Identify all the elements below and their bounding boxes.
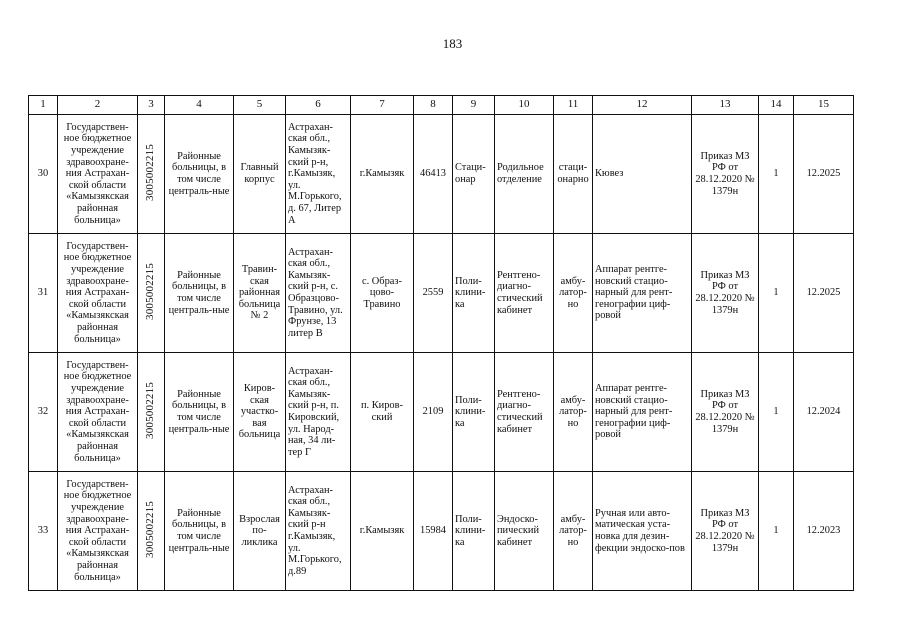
- unit-cell: Травин-ская районная больница № 2: [234, 234, 286, 353]
- code-cell: [138, 234, 165, 353]
- header-cell: 2: [58, 96, 138, 115]
- header-cell: 7: [351, 96, 414, 115]
- organization-cell: Государствен-ное бюджетное учреждение здравоохране-ния Астрахан-ской области «Камызякская районная больница»: [58, 472, 138, 591]
- department-cell: Эндоско-пический кабинет: [495, 472, 554, 591]
- equipment-table: [28, 95, 854, 591]
- care-type-cell: Поли-клини-ка: [453, 234, 495, 353]
- row-number: 31: [29, 234, 58, 353]
- care-type-cell: Стаци-онар: [453, 115, 495, 234]
- header-cell: 10: [495, 96, 554, 115]
- code-cell: [138, 353, 165, 472]
- organization-cell: Государствен-ное бюджетное учреждение здравоохране-ния Астрахан-ской области «Камызякская районная больница»: [58, 353, 138, 472]
- code-text: 3005002215: [144, 381, 157, 439]
- code-text: 3005002215: [144, 143, 157, 201]
- header-cell: 6: [286, 96, 351, 115]
- header-cell: 13: [692, 96, 759, 115]
- population-cell: 2109: [414, 353, 453, 472]
- page-number: 183: [442, 36, 463, 51]
- address-cell: Астрахан-ская обл., Камызяк-ский р-н, п. Кировский, ул. Народ-ная, 34 ли-тер Г: [286, 353, 351, 472]
- table-row: [29, 472, 854, 591]
- department-cell: Рентгено-диагно-стический кабинет: [495, 234, 554, 353]
- date-cell: 12.2024: [794, 353, 854, 472]
- unit-cell: Взрослая по-ликлика: [234, 472, 286, 591]
- order-cell: Приказ МЗ РФ от 28.12.2020 № 1379н: [692, 353, 759, 472]
- code-text: 3005002215: [144, 262, 157, 320]
- care-form-cell: стаци-онарно: [554, 115, 593, 234]
- address-cell: Астрахан-ская обл., Камызяк-ский р-н, с. Образцово-Травино, ул. Фрунзе, 13 литер В: [286, 234, 351, 353]
- date-cell: 12.2025: [794, 115, 854, 234]
- order-cell: Приказ МЗ РФ от 28.12.2020 № 1379н: [692, 472, 759, 591]
- department-cell: Родильное отделение: [495, 115, 554, 234]
- row-number: 30: [29, 115, 58, 234]
- table-row: [29, 353, 854, 472]
- code-text: 3005002215: [144, 500, 157, 558]
- locality-cell: с. Образ-цово-Травино: [351, 234, 414, 353]
- care-form-cell: амбу-латор-но: [554, 472, 593, 591]
- unit-cell: Главный корпус: [234, 115, 286, 234]
- unit-cell: Киров-ская участко-вая больница: [234, 353, 286, 472]
- care-type-cell: Поли-клини-ка: [453, 353, 495, 472]
- code-cell: [138, 472, 165, 591]
- address-cell: Астрахан-ская обл., Камызяк-ский р-н, г.Камызяк, ул. М.Горького, д. 67, Литер А: [286, 115, 351, 234]
- header-cell: 12: [593, 96, 692, 115]
- header-cell: 9: [453, 96, 495, 115]
- order-cell: Приказ МЗ РФ от 28.12.2020 № 1379н: [692, 115, 759, 234]
- population-cell: 2559: [414, 234, 453, 353]
- department-cell: Рентгено-диагно-стический кабинет: [495, 353, 554, 472]
- date-cell: 12.2025: [794, 234, 854, 353]
- care-type-cell: Поли-клини-ка: [453, 472, 495, 591]
- header-cell: 14: [759, 96, 794, 115]
- header-cell: 4: [165, 96, 234, 115]
- care-form-cell: амбу-латор-но: [554, 234, 593, 353]
- row-number: 32: [29, 353, 58, 472]
- locality-cell: г.Камызяк: [351, 115, 414, 234]
- header-cell: 5: [234, 96, 286, 115]
- facility-type-cell: Районные больницы, в том числе централь-ные: [165, 234, 234, 353]
- header-cell: 15: [794, 96, 854, 115]
- facility-type-cell: Районные больницы, в том числе централь-ные: [165, 472, 234, 591]
- header-cell: 11: [554, 96, 593, 115]
- table-row: [29, 234, 854, 353]
- organization-cell: Государствен-ное бюджетное учреждение здравоохране-ния Астрахан-ской области «Камызякская районная больница»: [58, 234, 138, 353]
- quantity-cell: 1: [759, 115, 794, 234]
- population-cell: 46413: [414, 115, 453, 234]
- equipment-cell: Аппарат рентге-новский стацио-нарный для рент-генографии циф-ровой: [593, 234, 692, 353]
- table-row: [29, 115, 854, 234]
- equipment-cell: Аппарат рентге-новский стацио-нарный для рент-генографии циф-ровой: [593, 353, 692, 472]
- equipment-cell: Кювез: [593, 115, 692, 234]
- quantity-cell: 1: [759, 234, 794, 353]
- care-form-cell: амбу-латор-но: [554, 353, 593, 472]
- header-cell: 8: [414, 96, 453, 115]
- quantity-cell: 1: [759, 353, 794, 472]
- date-cell: 12.2023: [794, 472, 854, 591]
- organization-cell: Государствен-ное бюджетное учреждение здравоохране-ния Астрахан-ской области «Камызякская районная больница»: [58, 115, 138, 234]
- code-cell: [138, 115, 165, 234]
- order-cell: Приказ МЗ РФ от 28.12.2020 № 1379н: [692, 234, 759, 353]
- facility-type-cell: Районные больницы, в том числе централь-ные: [165, 353, 234, 472]
- header-cell: 1: [29, 96, 58, 115]
- address-cell: Астрахан-ская обл., Камызяк-ский р-н г.Камызяк, ул. М.Горького, д.89: [286, 472, 351, 591]
- header-cell: 3: [138, 96, 165, 115]
- locality-cell: г.Камызяк: [351, 472, 414, 591]
- locality-cell: п. Киров-ский: [351, 353, 414, 472]
- header-row: [29, 96, 854, 115]
- row-number: 33: [29, 472, 58, 591]
- facility-type-cell: Районные больницы, в том числе централь-ные: [165, 115, 234, 234]
- population-cell: 15984: [414, 472, 453, 591]
- equipment-cell: Ручная или авто-матическая уста-новка для дезин-фекции эндоско-пов: [593, 472, 692, 591]
- quantity-cell: 1: [759, 472, 794, 591]
